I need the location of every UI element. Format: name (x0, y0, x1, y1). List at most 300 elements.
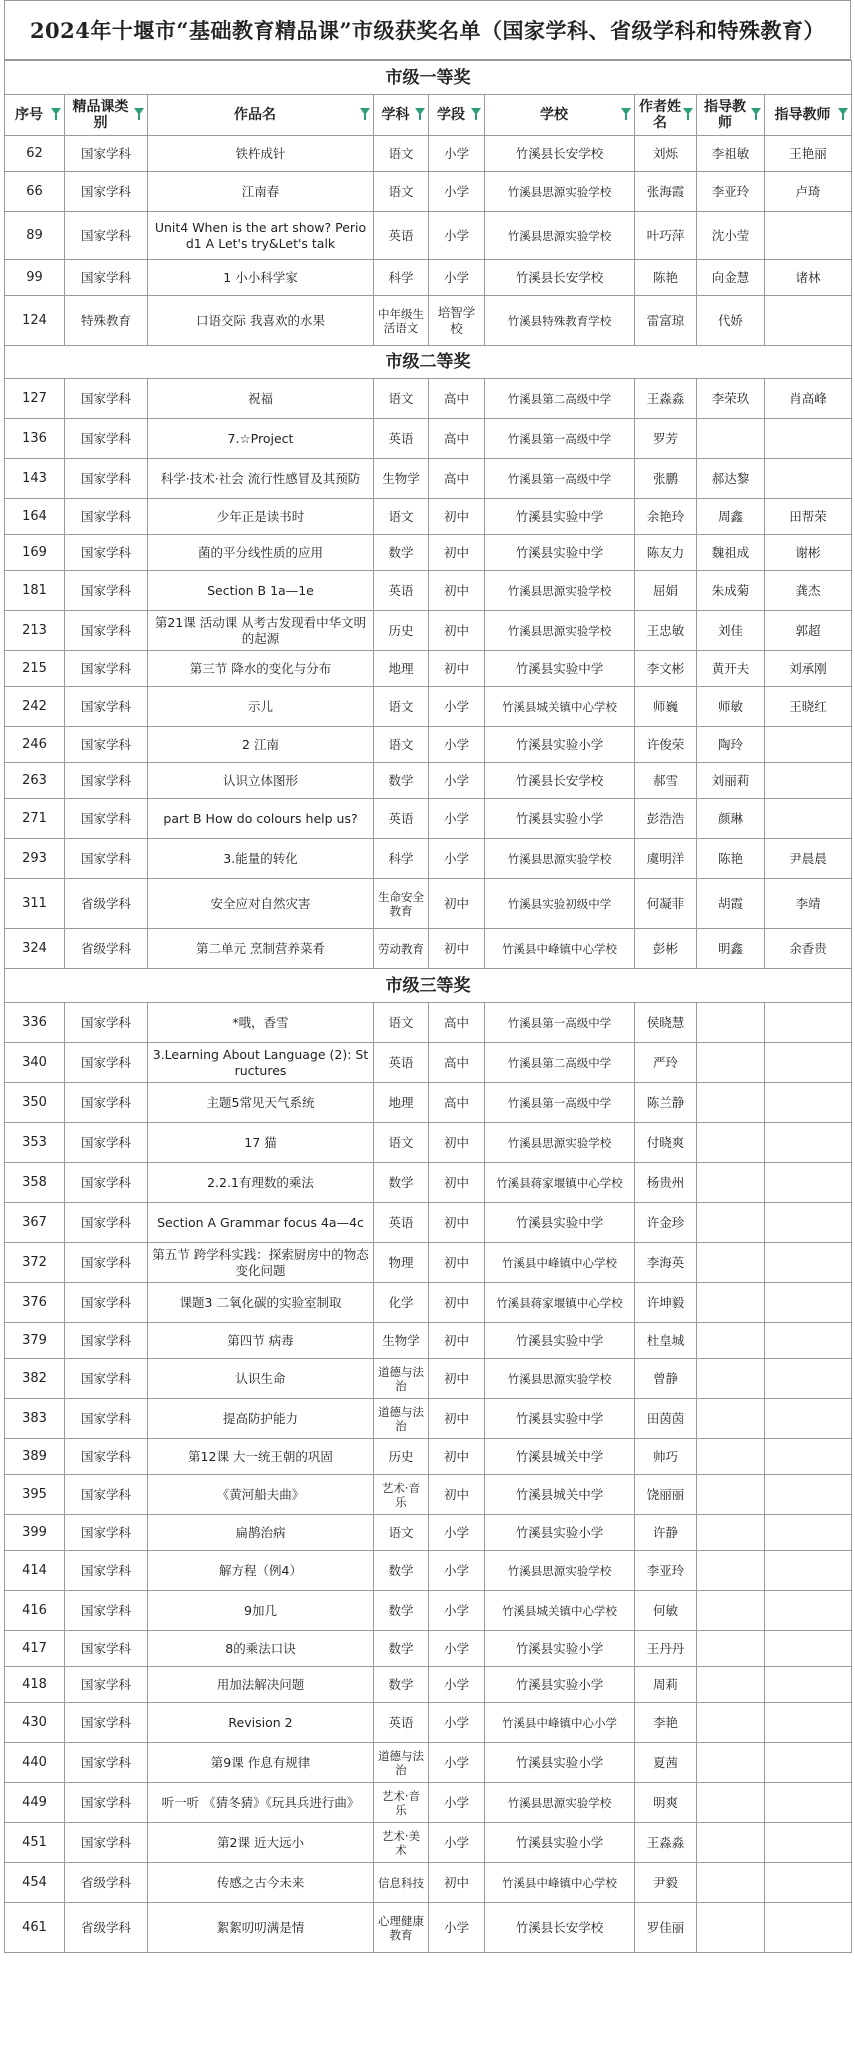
table-row (5, 1083, 852, 1123)
work-name-cell: 7.☆Project (148, 419, 374, 459)
column-header[interactable] (429, 95, 485, 136)
advisor1-cell: 刘丽莉 (697, 763, 765, 799)
category-cell: 国家学科 (65, 1399, 148, 1439)
table-row (5, 379, 852, 419)
advisor1-cell (697, 419, 765, 459)
work-name-cell: 《黄河船夫曲》 (148, 1475, 374, 1515)
advisor1-cell: 刘佳 (697, 611, 765, 651)
work-name-cell: 听一听 《猜冬猜》《玩具兵进行曲》 (148, 1783, 374, 1823)
seq-cell: 215 (5, 651, 65, 687)
table-row (5, 1043, 852, 1083)
category-cell: 国家学科 (65, 727, 148, 763)
category-cell: 国家学科 (65, 1163, 148, 1203)
subject-cell: 中年级生活语文 (374, 296, 429, 346)
stage-cell: 高中 (429, 459, 485, 499)
seq-cell: 430 (5, 1703, 65, 1743)
subject-cell: 英语 (374, 212, 429, 260)
advisor2-cell: 肖高峰 (765, 379, 852, 419)
work-name-cell: 8的乘法口诀 (148, 1631, 374, 1667)
work-name-cell: 第21课 活动课 从考古发现看中华文明的起源 (148, 611, 374, 651)
section-row (5, 346, 852, 379)
table-row (5, 535, 852, 571)
work-name-cell: 2.2.1有理数的乘法 (148, 1163, 374, 1203)
category-cell: 国家学科 (65, 1475, 148, 1515)
category-cell: 国家学科 (65, 1783, 148, 1823)
stage-cell: 小学 (429, 1515, 485, 1551)
table-row (5, 1323, 852, 1359)
advisor2-cell: 刘承刚 (765, 651, 852, 687)
author-cell: 彭浩浩 (635, 799, 697, 839)
stage-cell: 小学 (429, 212, 485, 260)
advisor1-cell (697, 1083, 765, 1123)
column-header[interactable] (65, 95, 148, 136)
table-row (5, 1515, 852, 1551)
table-row (5, 1283, 852, 1323)
author-cell: 雷富琼 (635, 296, 697, 346)
advisor2-cell (765, 1163, 852, 1203)
work-name-cell: 2 江南 (148, 727, 374, 763)
filter-icon[interactable] (134, 108, 144, 115)
category-cell: 国家学科 (65, 1439, 148, 1475)
stage-cell: 初中 (429, 1243, 485, 1283)
column-header[interactable] (148, 95, 374, 136)
table-row (5, 136, 852, 172)
school-cell: 竹溪县实验小学 (485, 1631, 635, 1667)
subject-cell: 艺术·美术 (374, 1823, 429, 1863)
stage-cell: 高中 (429, 379, 485, 419)
school-cell: 竹溪县思源实验学校 (485, 839, 635, 879)
table-row (5, 687, 852, 727)
author-cell: 张鹏 (635, 459, 697, 499)
subject-cell: 语文 (374, 687, 429, 727)
work-name-cell: Unit4 When is the art show? Period1 A Let's try&Let's talk (148, 212, 374, 260)
column-header[interactable] (5, 95, 65, 136)
subject-cell: 生命安全教育 (374, 879, 429, 929)
advisor2-cell: 谢彬 (765, 535, 852, 571)
advisor2-cell (765, 1863, 852, 1903)
subject-cell: 数学 (374, 1551, 429, 1591)
work-name-cell: *哦，香雪 (148, 1003, 374, 1043)
author-cell: 李亚玲 (635, 1551, 697, 1591)
stage-cell: 小学 (429, 1823, 485, 1863)
stage-cell: 初中 (429, 651, 485, 687)
advisor1-cell (697, 1043, 765, 1083)
table-row (5, 212, 852, 260)
award-sheet (4, 0, 851, 1953)
advisor2-cell (765, 1591, 852, 1631)
advisor2-cell (765, 1283, 852, 1323)
advisor2-cell (765, 1823, 852, 1863)
work-name-cell: 课题3 二氧化碳的实验室制取 (148, 1283, 374, 1323)
school-cell: 竹溪县第一高级中学 (485, 459, 635, 499)
author-cell: 王淼淼 (635, 379, 697, 419)
advisor1-cell (697, 1591, 765, 1631)
author-cell: 陈友力 (635, 535, 697, 571)
subject-cell: 语文 (374, 727, 429, 763)
column-header[interactable] (635, 95, 697, 136)
table-row (5, 1359, 852, 1399)
advisor2-cell (765, 1903, 852, 1953)
work-name-cell: 3.Learning About Language (2): Structures (148, 1043, 374, 1083)
category-cell: 国家学科 (65, 459, 148, 499)
table-row (5, 1667, 852, 1703)
school-cell: 竹溪县实验中学 (485, 651, 635, 687)
subject-cell: 英语 (374, 1203, 429, 1243)
subject-cell: 历史 (374, 611, 429, 651)
author-cell: 明爽 (635, 1783, 697, 1823)
category-cell: 国家学科 (65, 1667, 148, 1703)
filter-icon[interactable] (621, 108, 631, 115)
category-cell: 国家学科 (65, 1631, 148, 1667)
author-cell: 许坤毅 (635, 1283, 697, 1323)
subject-cell: 道德与法治 (374, 1359, 429, 1399)
school-cell: 竹溪县思源实验学校 (485, 1123, 635, 1163)
subject-cell: 数学 (374, 1591, 429, 1631)
advisor1-cell: 陶玲 (697, 727, 765, 763)
seq-cell: 449 (5, 1783, 65, 1823)
author-cell: 曾静 (635, 1359, 697, 1399)
category-cell: 国家学科 (65, 1123, 148, 1163)
advisor2-cell: 诸林 (765, 260, 852, 296)
stage-cell: 初中 (429, 929, 485, 969)
seq-cell: 389 (5, 1439, 65, 1475)
author-cell: 师巍 (635, 687, 697, 727)
table-row (5, 1243, 852, 1283)
category-cell: 国家学科 (65, 1823, 148, 1863)
author-cell: 侯晓慧 (635, 1003, 697, 1043)
stage-cell: 初中 (429, 1323, 485, 1359)
advisor2-cell (765, 1551, 852, 1591)
school-cell: 竹溪县实验中学 (485, 1399, 635, 1439)
category-cell: 省级学科 (65, 879, 148, 929)
advisor1-cell: 代娇 (697, 296, 765, 346)
advisor1-cell: 陈艳 (697, 839, 765, 879)
stage-cell: 初中 (429, 1123, 485, 1163)
stage-cell: 小学 (429, 136, 485, 172)
work-name-cell: 用加法解决问题 (148, 1667, 374, 1703)
table-row (5, 1439, 852, 1475)
author-cell: 田茵茵 (635, 1399, 697, 1439)
advisor2-cell (765, 1783, 852, 1823)
filter-icon[interactable] (471, 108, 481, 115)
author-cell: 陈兰静 (635, 1083, 697, 1123)
author-cell: 彭彬 (635, 929, 697, 969)
work-name-cell: part B How do colours help us? (148, 799, 374, 839)
seq-cell: 242 (5, 687, 65, 727)
author-cell: 帅巧 (635, 1439, 697, 1475)
seq-cell: 336 (5, 1003, 65, 1043)
subject-cell: 数学 (374, 1667, 429, 1703)
school-cell: 竹溪县思源实验学校 (485, 1359, 635, 1399)
table-row (5, 459, 852, 499)
work-name-cell: Section A Grammar focus 4a—4c (148, 1203, 374, 1243)
work-name-cell: 第2课 近大远小 (148, 1823, 374, 1863)
table-row (5, 1475, 852, 1515)
column-header-label: 精品课类别 (72, 99, 129, 131)
stage-cell: 小学 (429, 839, 485, 879)
column-header-label: 学校 (540, 107, 568, 123)
advisor1-cell: 明鑫 (697, 929, 765, 969)
author-cell: 许金珍 (635, 1203, 697, 1243)
advisor2-cell (765, 419, 852, 459)
filter-icon[interactable] (415, 108, 425, 115)
school-cell: 竹溪县中峰镇中心学校 (485, 1863, 635, 1903)
school-cell: 竹溪县城关镇中心学校 (485, 687, 635, 727)
work-name-cell: 第四节 病毒 (148, 1323, 374, 1359)
seq-cell: 399 (5, 1515, 65, 1551)
table-row (5, 1903, 852, 1953)
category-cell: 国家学科 (65, 1283, 148, 1323)
subject-cell: 信息科技 (374, 1863, 429, 1903)
seq-cell: 136 (5, 419, 65, 459)
section-label: 市级一等奖 (5, 61, 852, 95)
advisor2-cell (765, 1323, 852, 1359)
seq-cell: 340 (5, 1043, 65, 1083)
table-row (5, 929, 852, 969)
category-cell: 国家学科 (65, 799, 148, 839)
advisor2-cell: 王艳丽 (765, 136, 852, 172)
advisor1-cell (697, 1283, 765, 1323)
advisor2-cell (765, 1123, 852, 1163)
column-header-label: 学科 (381, 107, 410, 123)
stage-cell: 小学 (429, 727, 485, 763)
subject-cell: 语文 (374, 136, 429, 172)
stage-cell: 初中 (429, 1439, 485, 1475)
column-header[interactable] (485, 95, 635, 136)
section-row (5, 61, 852, 95)
column-header[interactable] (697, 95, 765, 136)
filter-icon[interactable] (683, 108, 693, 115)
category-cell: 国家学科 (65, 1003, 148, 1043)
author-cell: 何凝菲 (635, 879, 697, 929)
category-cell: 国家学科 (65, 1551, 148, 1591)
advisor1-cell (697, 1783, 765, 1823)
subject-cell: 艺术·音乐 (374, 1783, 429, 1823)
section-label: 市级二等奖 (5, 346, 852, 379)
advisor1-cell (697, 1823, 765, 1863)
author-cell: 许俊荣 (635, 727, 697, 763)
stage-cell: 初中 (429, 1475, 485, 1515)
advisor2-cell (765, 1243, 852, 1283)
table-row (5, 1703, 852, 1743)
column-header[interactable] (765, 95, 852, 136)
author-cell: 杜皇城 (635, 1323, 697, 1359)
stage-cell: 小学 (429, 172, 485, 212)
category-cell: 国家学科 (65, 172, 148, 212)
advisor1-cell: 朱成菊 (697, 571, 765, 611)
school-cell: 竹溪县第一高级中学 (485, 1003, 635, 1043)
filter-icon[interactable] (751, 108, 761, 115)
stage-cell: 小学 (429, 1591, 485, 1631)
column-header-label: 学段 (437, 107, 465, 123)
stage-cell: 高中 (429, 1043, 485, 1083)
column-header-label: 序号 (15, 107, 43, 123)
author-cell: 何敏 (635, 1591, 697, 1631)
subject-cell: 物理 (374, 1243, 429, 1283)
advisor1-cell (697, 1359, 765, 1399)
work-name-cell: 解方程（例4） (148, 1551, 374, 1591)
stage-cell: 小学 (429, 1667, 485, 1703)
stage-cell: 初中 (429, 499, 485, 535)
subject-cell: 艺术·音乐 (374, 1475, 429, 1515)
author-cell: 饶丽丽 (635, 1475, 697, 1515)
subject-cell: 语文 (374, 499, 429, 535)
school-cell: 竹溪县实验小学 (485, 799, 635, 839)
work-name-cell: 扁鹊治病 (148, 1515, 374, 1551)
category-cell: 国家学科 (65, 839, 148, 879)
author-cell: 尹毅 (635, 1863, 697, 1903)
subject-cell: 心理健康教育 (374, 1903, 429, 1953)
subject-cell: 科学 (374, 260, 429, 296)
category-cell: 国家学科 (65, 1515, 148, 1551)
stage-cell: 初中 (429, 1359, 485, 1399)
subject-cell: 数学 (374, 1163, 429, 1203)
stage-cell: 小学 (429, 1631, 485, 1667)
author-cell: 周莉 (635, 1667, 697, 1703)
work-name-cell: 口语交际 我喜欢的水果 (148, 296, 374, 346)
advisor2-cell (765, 1703, 852, 1743)
advisor2-cell (765, 1399, 852, 1439)
award-table (4, 60, 852, 1953)
seq-cell: 99 (5, 260, 65, 296)
advisor1-cell: 胡霞 (697, 879, 765, 929)
subject-cell: 英语 (374, 1703, 429, 1743)
stage-cell: 初中 (429, 1863, 485, 1903)
advisor2-cell (765, 763, 852, 799)
category-cell: 国家学科 (65, 419, 148, 459)
work-name-cell: 菌的平分线性质的应用 (148, 535, 374, 571)
work-name-cell: 第三节 降水的变化与分布 (148, 651, 374, 687)
subject-cell: 化学 (374, 1283, 429, 1323)
school-cell: 竹溪县第一高级中学 (485, 419, 635, 459)
advisor2-cell (765, 1203, 852, 1243)
table-row (5, 1163, 852, 1203)
advisor2-cell: 王晓红 (765, 687, 852, 727)
work-name-cell: 9加几 (148, 1591, 374, 1631)
school-cell: 竹溪县第一高级中学 (485, 1083, 635, 1123)
advisor1-cell (697, 1551, 765, 1591)
stage-cell: 初中 (429, 611, 485, 651)
seq-cell: 350 (5, 1083, 65, 1123)
category-cell: 国家学科 (65, 763, 148, 799)
column-header[interactable] (374, 95, 429, 136)
subject-cell: 数学 (374, 535, 429, 571)
filter-icon[interactable] (838, 108, 848, 115)
school-cell: 竹溪县蒋家堰镇中心学校 (485, 1163, 635, 1203)
seq-cell: 454 (5, 1863, 65, 1903)
author-cell: 刘烁 (635, 136, 697, 172)
school-cell: 竹溪县第二高级中学 (485, 379, 635, 419)
subject-cell: 数学 (374, 763, 429, 799)
stage-cell: 初中 (429, 535, 485, 571)
category-cell: 国家学科 (65, 687, 148, 727)
subject-cell: 道德与法治 (374, 1399, 429, 1439)
stage-cell: 小学 (429, 1743, 485, 1783)
school-cell: 竹溪县思源实验学校 (485, 571, 635, 611)
seq-cell: 127 (5, 379, 65, 419)
advisor2-cell (765, 799, 852, 839)
advisor1-cell (697, 1703, 765, 1743)
school-cell: 竹溪县城关中学 (485, 1475, 635, 1515)
table-row (5, 1003, 852, 1043)
work-name-cell: 科学·技术·社会 流行性感冒及其预防 (148, 459, 374, 499)
school-cell: 竹溪县实验中学 (485, 535, 635, 571)
work-name-cell: 3.能量的转化 (148, 839, 374, 879)
category-cell: 国家学科 (65, 1243, 148, 1283)
table-row (5, 499, 852, 535)
author-cell: 王丹丹 (635, 1631, 697, 1667)
stage-cell: 初中 (429, 1203, 485, 1243)
advisor2-cell (765, 727, 852, 763)
subject-cell: 生物学 (374, 459, 429, 499)
work-name-cell: 江南春 (148, 172, 374, 212)
category-cell: 国家学科 (65, 1743, 148, 1783)
category-cell: 国家学科 (65, 499, 148, 535)
category-cell: 国家学科 (65, 1083, 148, 1123)
subject-cell: 英语 (374, 571, 429, 611)
stage-cell: 小学 (429, 763, 485, 799)
advisor2-cell: 余香贵 (765, 929, 852, 969)
stage-cell: 小学 (429, 1551, 485, 1591)
subject-cell: 劳动教育 (374, 929, 429, 969)
table-row (5, 1823, 852, 1863)
stage-cell: 高中 (429, 1003, 485, 1043)
seq-cell: 263 (5, 763, 65, 799)
seq-cell: 440 (5, 1743, 65, 1783)
table-row (5, 651, 852, 687)
table-row (5, 1551, 852, 1591)
author-cell: 夏茜 (635, 1743, 697, 1783)
seq-cell: 62 (5, 136, 65, 172)
table-row (5, 571, 852, 611)
author-cell: 罗芳 (635, 419, 697, 459)
filter-icon[interactable] (360, 108, 370, 115)
school-cell: 竹溪县思源实验学校 (485, 1551, 635, 1591)
subject-cell: 地理 (374, 1083, 429, 1123)
school-cell: 竹溪县实验中学 (485, 1323, 635, 1359)
seq-cell: 376 (5, 1283, 65, 1323)
work-name-cell: 第二单元 烹制营养菜肴 (148, 929, 374, 969)
advisor2-cell (765, 296, 852, 346)
advisor1-cell (697, 1631, 765, 1667)
school-cell: 竹溪县中峰镇中心学校 (485, 1243, 635, 1283)
author-cell: 李艳 (635, 1703, 697, 1743)
work-name-cell: 安全应对自然灾害 (148, 879, 374, 929)
author-cell: 许静 (635, 1515, 697, 1551)
seq-cell: 367 (5, 1203, 65, 1243)
advisor1-cell: 李祖敏 (697, 136, 765, 172)
advisor1-cell: 向金慧 (697, 260, 765, 296)
stage-cell: 初中 (429, 1283, 485, 1323)
subject-cell: 语文 (374, 1003, 429, 1043)
sheet-title: 2024年十堰市“基础教育精品课”市级获奖名单（国家学科、省级学科和特殊教育） (4, 0, 851, 60)
table-row (5, 1591, 852, 1631)
advisor2-cell (765, 1475, 852, 1515)
advisor2-cell (765, 1359, 852, 1399)
school-cell: 竹溪县思源实验学校 (485, 212, 635, 260)
author-cell: 罗佳丽 (635, 1903, 697, 1953)
author-cell: 杨贵州 (635, 1163, 697, 1203)
stage-cell: 初中 (429, 571, 485, 611)
advisor1-cell: 黄开夫 (697, 651, 765, 687)
school-cell: 竹溪县思源实验学校 (485, 172, 635, 212)
school-cell: 竹溪县第二高级中学 (485, 1043, 635, 1083)
filter-icon[interactable] (51, 108, 61, 115)
work-name-cell: 絮絮叨叨满是情 (148, 1903, 374, 1953)
section-row (5, 969, 852, 1003)
school-cell: 竹溪县思源实验学校 (485, 1783, 635, 1823)
advisor1-cell: 李荣玖 (697, 379, 765, 419)
